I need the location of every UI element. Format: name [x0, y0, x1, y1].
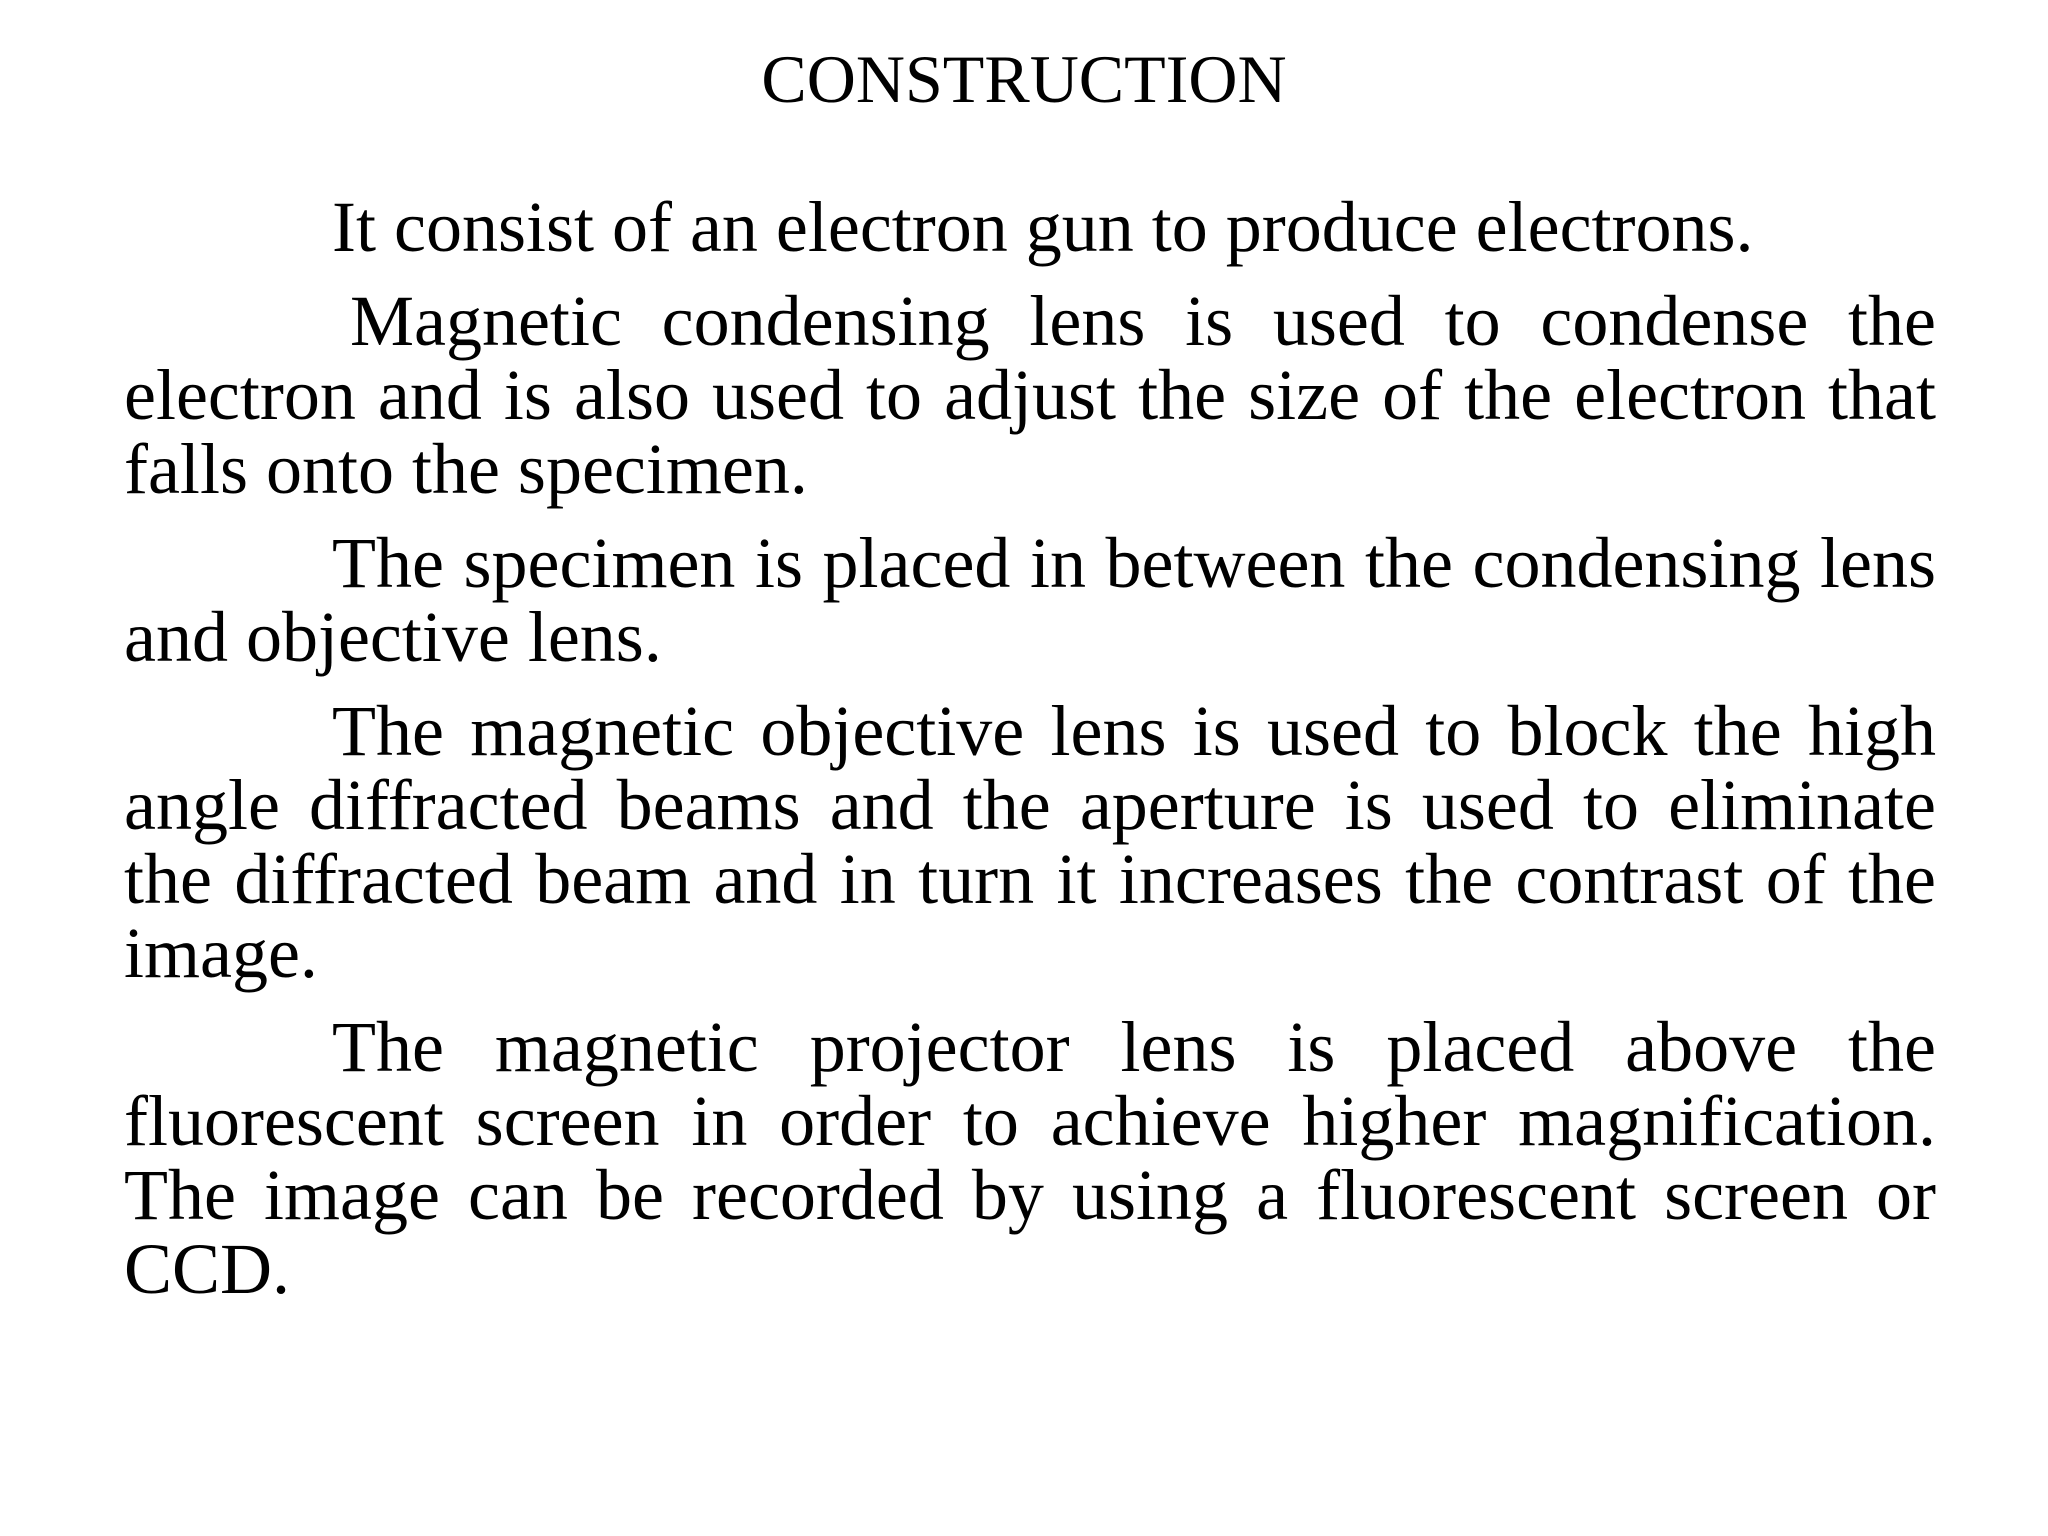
paragraph-projector-lens: The magnetic projector lens is placed above the fluorescent screen in order to achieve higher magnification. The image can be recorded by using a fluorescent screen or CCD. [124, 1007, 1936, 1309]
paragraph-specimen-placement: The specimen is placed in between the condensing lens and objective lens. [124, 523, 1936, 677]
paragraph-objective-lens: The magnetic objective lens is used to block the high angle diffracted beams and the aperture is used to eliminate the diffracted beam and in turn it increases the contrast of the image. [124, 691, 1936, 993]
paragraph-condensing-lens: Magnetic condensing lens is used to condense the electron and is also used to adjust the size of the electron that falls onto the specimen. [124, 281, 1936, 509]
slide-title: CONSTRUCTION [761, 41, 1287, 117]
paragraph-electron-gun: It consist of an electron gun to produce electrons. [332, 187, 1754, 267]
slide-body [124, 187, 1936, 1326]
